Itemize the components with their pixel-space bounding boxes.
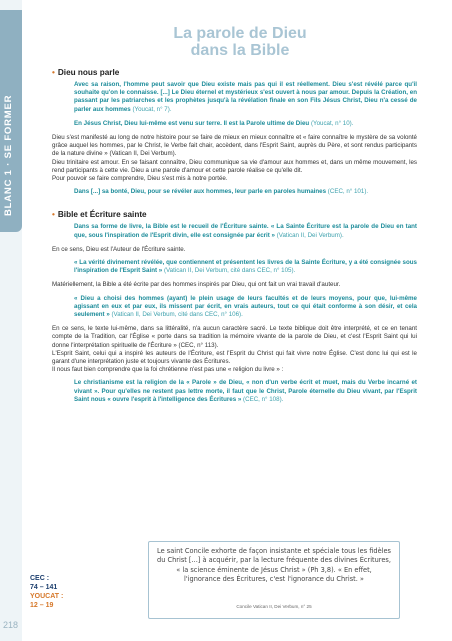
references bbox=[30, 574, 90, 610]
bullet-icon: • bbox=[52, 68, 55, 77]
quote-block bbox=[74, 120, 417, 128]
paragraph: Il nous faut bien comprendre que la foi chrétienne n'est pas une « religion du livre » : bbox=[52, 366, 284, 374]
section-heading bbox=[52, 68, 417, 78]
sidebar bbox=[0, 0, 22, 641]
quote-block bbox=[74, 295, 417, 320]
paragraph: Matériellement, la Bible a été écrite par des hommes inspirés par Dieu, qui ont fait un vrai travail d'auteur. bbox=[52, 281, 341, 289]
quote-citation: (Vatican II, Dei Verbum, cité dans CEC, n° 106). bbox=[111, 311, 243, 319]
page-title-line-1: La parole de Dieu bbox=[173, 25, 307, 42]
quotation-box bbox=[148, 541, 400, 619]
paragraph: Dieu s'est manifesté au long de notre histoire pour se faire de mieux en mieux connaître et « faire connaître le mystère de sa volonté grâce auquel les hommes, par le Christ, le Verbe fait chair, accèdent, dans l'Esprit Saint, auprès du Père, et sont rendus participants de la nature divine » (Vatican II, Dei Verbum). bbox=[52, 134, 417, 158]
quote-block bbox=[74, 223, 417, 239]
paragraph: Dieu trinitaire est amour. En se faisant connaître, Dieu communique sa vie d'amour aux hommes et, dans un même mouvement, les rend participants à cette vie. Dieu a une parole d'amour et cette parole réalise ce qu'elle dit. bbox=[52, 158, 417, 174]
bullet-icon: • bbox=[52, 210, 55, 220]
paragraph: L'Esprit Saint, celui qui a inspiré les auteurs de l'Écriture, est l'Esprit du Christ qui fait vivre notre Église. C'est donc lui qui est le garant d'une interprétation juste et toujours vivante des Écritures. bbox=[52, 349, 417, 366]
youcat-value: 12 – 19 bbox=[30, 602, 54, 609]
section-tab-label: BLANC 1 · SE FORMER bbox=[3, 94, 14, 216]
quote-citation: (Vatican II, Dei Verbum). bbox=[276, 231, 344, 239]
quote-text: « Dieu a choisi des hommes (ayant) le plein usage de leurs facultés et de leurs moyens, pour que, lui-même agissant en eux et par eux, ils missent par écrit, en vrais auteurs, tout ce qui était conforme à son désir, et cela seulement » bbox=[74, 294, 417, 319]
quote-block bbox=[74, 259, 417, 275]
paragraph: Pour pouvoir se faire comprendre, Dieu s'est mis à notre portée. bbox=[52, 175, 228, 183]
section-heading-text: Bible et Écriture sainte bbox=[57, 210, 147, 220]
cec-value: 74 – 141 bbox=[30, 584, 58, 591]
quote-citation: (Youcat, n° 10). bbox=[310, 119, 354, 127]
quote-citation: (CEC, n° 101). bbox=[327, 188, 369, 196]
quote-text: En Jésus Christ, Dieu lui-même est venu sur terre. Il est la Parole ultime de Dieu bbox=[74, 119, 310, 127]
page-title-line-2: dans la Bible bbox=[190, 42, 290, 59]
quote-block bbox=[74, 379, 417, 404]
quote-text: Avec sa raison, l'homme peut savoir que Dieu existe mais pas qui il est réellement. Dieu s'est révélé parce qu'il souhaite qu'on le connaisse. [...] Le Dieu éternel et mystérieux s'est ouvert à nous par amour. Depuis la Création, en passant par les patriarches et les prophètes jusqu'à la révélation finale en son Fils Jésus Christ, Dieu n'a cessé de parler aux hommes bbox=[74, 81, 417, 113]
paragraph: En ce sens, le texte lui-même, dans sa littéralité, n'a aucun caractère sacré. Le texte biblique doit être interprété, et ce en tenant compte de la Tradition, car l'Église « porte dans sa tradition la mémoire vivante de la parole de Dieu, et c'est l'Esprit Saint qui lui donne l'interprétation spirituelle de l'Écriture » (CEC, n° 113). bbox=[52, 325, 417, 349]
quote-citation: (Youcat, n° 7). bbox=[132, 105, 172, 113]
paragraph-group bbox=[52, 134, 417, 183]
quotation-box-text: Le saint Concile exhorte de façon insistante et spéciale tous les fidèles du Christ [...] à acquérir, par la lecture fréquente des divines Écritures, « la science éminente de Jésus Christ » (Ph 3,8). « En effet, l'ignorance des Écritures, c'est l'ignorance du Christ. » bbox=[157, 547, 391, 584]
quote-text: Le christianisme est la religion de la « Parole » de Dieu, « non d'un verbe écrit et muet, mais du Verbe incarné et vivant ». Pour qu'elles ne restent pas lettre morte, il faut que le Christ, Parole éternelle du Dieu vivant, par l'Esprit Saint nous « ouvre l'esprit à l'intelligence des Écritures » bbox=[74, 379, 417, 403]
quote-citation: (Vatican II, Dei Verbum, cité dans CEC, n° 105). bbox=[163, 267, 296, 275]
paragraph-group bbox=[52, 325, 417, 374]
quote-text: « La vérité divinement révélée, que contiennent et présentent les livres de la Sainte Écriture, y a été consignée sous l'inspiration de l'Esprit Saint » bbox=[74, 259, 417, 275]
quote-block bbox=[74, 81, 417, 114]
paragraph: En ce sens, Dieu est l'Auteur de l'Écriture sainte. bbox=[52, 245, 186, 253]
quote-block bbox=[74, 188, 417, 196]
page-number: 218 bbox=[3, 620, 19, 630]
section-heading bbox=[52, 210, 417, 220]
quote-text: Dans sa forme de livre, la Bible est le recueil de l'Écriture sainte. « La Sainte Écriture est la parole de Dieu en tant que, sous l'inspiration de l'Esprit divin, elle est consignée par écrit » bbox=[74, 223, 417, 239]
quote-citation: (CEC, n° 108). bbox=[243, 395, 284, 403]
cec-label: CEC : bbox=[30, 575, 50, 582]
youcat-label: YOUCAT : bbox=[30, 593, 64, 600]
quotation-box-citation: Concile Vatican II, Dei Verbum, n° 25 bbox=[236, 604, 312, 609]
section-heading-text: Dieu nous parle bbox=[57, 68, 120, 77]
quote-text: Dans [...] sa bonté, Dieu, pour se révéler aux hommes, leur parle en paroles humaines bbox=[74, 188, 327, 196]
main-content bbox=[52, 68, 417, 410]
page-title bbox=[130, 25, 350, 59]
